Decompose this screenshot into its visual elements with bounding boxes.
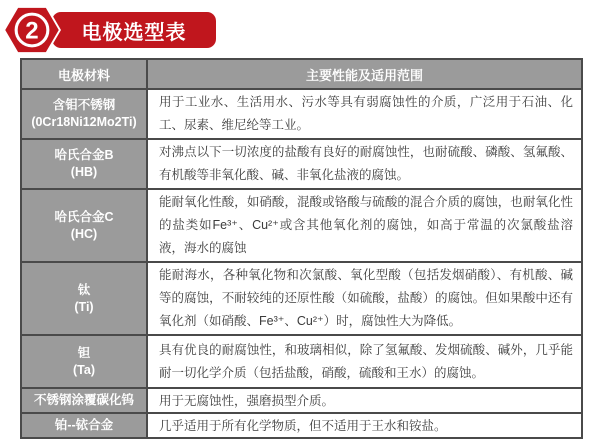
material-code: (0Cr18Ni12Mo2Ti): [31, 115, 137, 129]
material-cell: [21, 388, 147, 413]
material-cell: [21, 189, 147, 262]
material-description: 用于工业水、生活用水、污水等具有弱腐蚀性的介质，广泛用于石油、化工、尿素、维尼纶等工业。: [147, 89, 582, 139]
table-row: [21, 139, 582, 189]
material-description: 用于无腐蚀性，强磨损型介质。: [147, 388, 582, 413]
material-code: (Ta): [73, 362, 95, 377]
material-description: 对沸点以下一切浓度的盐酸有良好的耐腐蚀性，也耐硫酸、磷酸、氢氟酸、有机酸等非氧化酸、碱、非氧化盐液的腐蚀。: [147, 139, 582, 189]
material-code: (HC): [70, 226, 98, 241]
material-code: (Ti): [74, 299, 94, 314]
material-cell: [21, 89, 147, 139]
table-row: [21, 388, 582, 413]
table-row: [21, 189, 582, 262]
section-title-banner: [52, 12, 216, 48]
material-name: 不锈钢涂覆碳化钨: [33, 393, 134, 407]
material-cell: [21, 262, 147, 335]
material-description: 能耐氧化性酸，如硝酸，混酸或铬酸与硫酸的混合介质的腐蚀，也耐氧化性的盐类如Fe³⁺、Cu²⁺或含其他氧化剂的腐蚀，如高于常温的次氯酸盐溶液，海水的腐蚀: [147, 189, 582, 262]
table-row: [21, 335, 582, 388]
material-code: (HB): [70, 165, 98, 179]
section-number-badge: [3, 5, 61, 55]
material-cell: [21, 413, 147, 438]
section-title: 电极选型表: [81, 21, 187, 44]
material-name: 钛: [77, 282, 91, 297]
material-description: 能耐海水，各种氧化物和次氯酸、氧化型酸（包括发烟硝酸）、有机酸、碱等的腐蚀，不耐较纯的还原性酸（如硫酸，盐酸）的腐蚀。但如果酸中还有氧化剂（如硝酸、Fe³⁺、Cu²⁺）时，腐蚀性大为降低。: [147, 262, 582, 335]
table-row: [21, 413, 582, 438]
material-description: 几乎适用于所有化学物质，但不适用于王水和铵盐。: [147, 413, 582, 438]
electrode-selection-table: [20, 58, 583, 439]
material-name: 哈氏合金C: [54, 209, 114, 224]
material-name: 含钼不锈钢: [52, 98, 116, 112]
material-name: 铂--铱合金: [54, 418, 114, 432]
table-row: [21, 262, 582, 335]
material-description: 具有优良的耐腐蚀性，和玻璃相似，除了氢氟酸、发烟硫酸、碱外，几乎能耐一切化学介质（包括盐酸，硝酸，硫酸和王水）的腐蚀。: [147, 335, 582, 388]
material-name: 哈氏合金B: [54, 148, 114, 162]
table-header-row: [21, 59, 582, 89]
material-name: 钽: [77, 345, 91, 360]
column-header-material: 电极材料: [21, 59, 147, 89]
material-cell: [21, 139, 147, 189]
badge-number: 2: [25, 17, 39, 45]
table-row: [21, 89, 582, 139]
material-cell: [21, 335, 147, 388]
column-header-description: 主要性能及适用范围: [147, 59, 582, 89]
